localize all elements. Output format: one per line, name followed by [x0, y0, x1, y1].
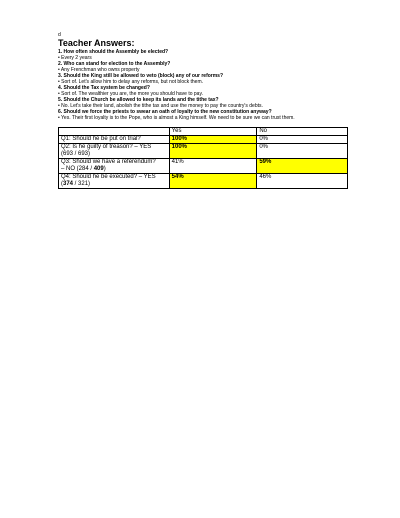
- table-row: [59, 136, 348, 144]
- answer-text: • Sort of. The wealthier you are, the more you should have to pay.: [58, 91, 203, 97]
- answer-text: • Sort of. Let's allow him to delay any reforms, but not block them.: [58, 79, 203, 85]
- question-text: 2. Who can stand for election to the Assembly?: [58, 61, 171, 67]
- qa-item: [58, 109, 348, 121]
- qa-item: [58, 85, 348, 97]
- qa-list: [58, 49, 348, 121]
- percent-value: 100%: [171, 144, 188, 150]
- answer-text: • Every 2 years: [58, 55, 92, 61]
- qa-item: [58, 73, 348, 85]
- question-cell: [59, 144, 170, 159]
- page-title: Teacher Answers:: [58, 38, 135, 48]
- question-label: Q2: Is he guilty of treason? – YES: [61, 144, 152, 150]
- no-percent-cell: [257, 136, 348, 144]
- question-label: Q4: Should he be executed? – YES: [61, 174, 156, 180]
- yes-percent-cell: [169, 174, 257, 189]
- question-text: 1. How often should the Assembly be elected?: [58, 49, 169, 55]
- column-header-yes: Yes: [169, 128, 257, 136]
- question-label: Q1: Should he be put on trial?: [61, 136, 141, 142]
- yes-percent-cell: [169, 144, 257, 159]
- vote-results-table: [58, 127, 348, 189]
- question-text: 4. Should the Tax system be changed?: [58, 85, 150, 91]
- column-header-no: No: [257, 128, 348, 136]
- vote-count-text: ): [103, 166, 106, 172]
- vote-count-bold: 374: [63, 181, 74, 187]
- vote-count-text: (693 / 693): [61, 151, 91, 157]
- answer-text: • Any Frenchman who owns property: [58, 67, 140, 73]
- answer-text: • No. Let's take their land, abolish the tithe tax and use the money to pay the country's debts.: [58, 103, 263, 109]
- table-header-row: [59, 128, 348, 136]
- vote-count-text: (: [61, 181, 63, 187]
- question-text: 6. Should we force the priests to swear an oath of loyalty to the new constitution anyway?: [58, 109, 272, 115]
- no-percent-cell: [257, 144, 348, 159]
- document-body: [58, 32, 348, 121]
- percent-value: 0%: [259, 136, 268, 142]
- vote-count: [61, 166, 167, 173]
- percent-value: 54%: [171, 174, 184, 180]
- vote-count: [61, 151, 167, 158]
- question-cell: [59, 174, 170, 189]
- question-cell: [59, 159, 170, 174]
- question-text: 3. Should the King still be allowed to veto (block) any of our reforms?: [58, 73, 224, 79]
- question-cell: [59, 136, 170, 144]
- vote-count-text: / 321): [73, 181, 91, 187]
- vote-count-text: – NO (284 /: [61, 166, 94, 172]
- percent-value: 0%: [259, 144, 268, 150]
- answer-text: • Yes. Their first loyalty is to the Pope, who is almost a King himself. We need to be sure we can trust them.: [58, 115, 295, 121]
- percent-value: 46%: [259, 174, 272, 180]
- qa-item: [58, 49, 348, 61]
- percent-value: 41%: [171, 159, 184, 165]
- qa-item: [58, 97, 348, 109]
- percent-value: 100%: [171, 136, 188, 142]
- table-row: [59, 144, 348, 159]
- question-label: Q3: Should we have a referendum?: [61, 159, 156, 165]
- page-marker: d: [58, 32, 61, 38]
- no-percent-cell: [257, 159, 348, 174]
- yes-percent-cell: [169, 159, 257, 174]
- yes-percent-cell: [169, 136, 257, 144]
- qa-item: [58, 61, 348, 73]
- no-percent-cell: [257, 174, 348, 189]
- column-header: [59, 128, 170, 136]
- question-text: 5. Should the Church be allowed to keep its lands and the tithe tax?: [58, 97, 219, 103]
- table-row: [59, 159, 348, 174]
- vote-count: [61, 181, 167, 188]
- percent-value: 59%: [259, 159, 272, 165]
- table-row: [59, 174, 348, 189]
- vote-count-bold: 409: [93, 166, 104, 172]
